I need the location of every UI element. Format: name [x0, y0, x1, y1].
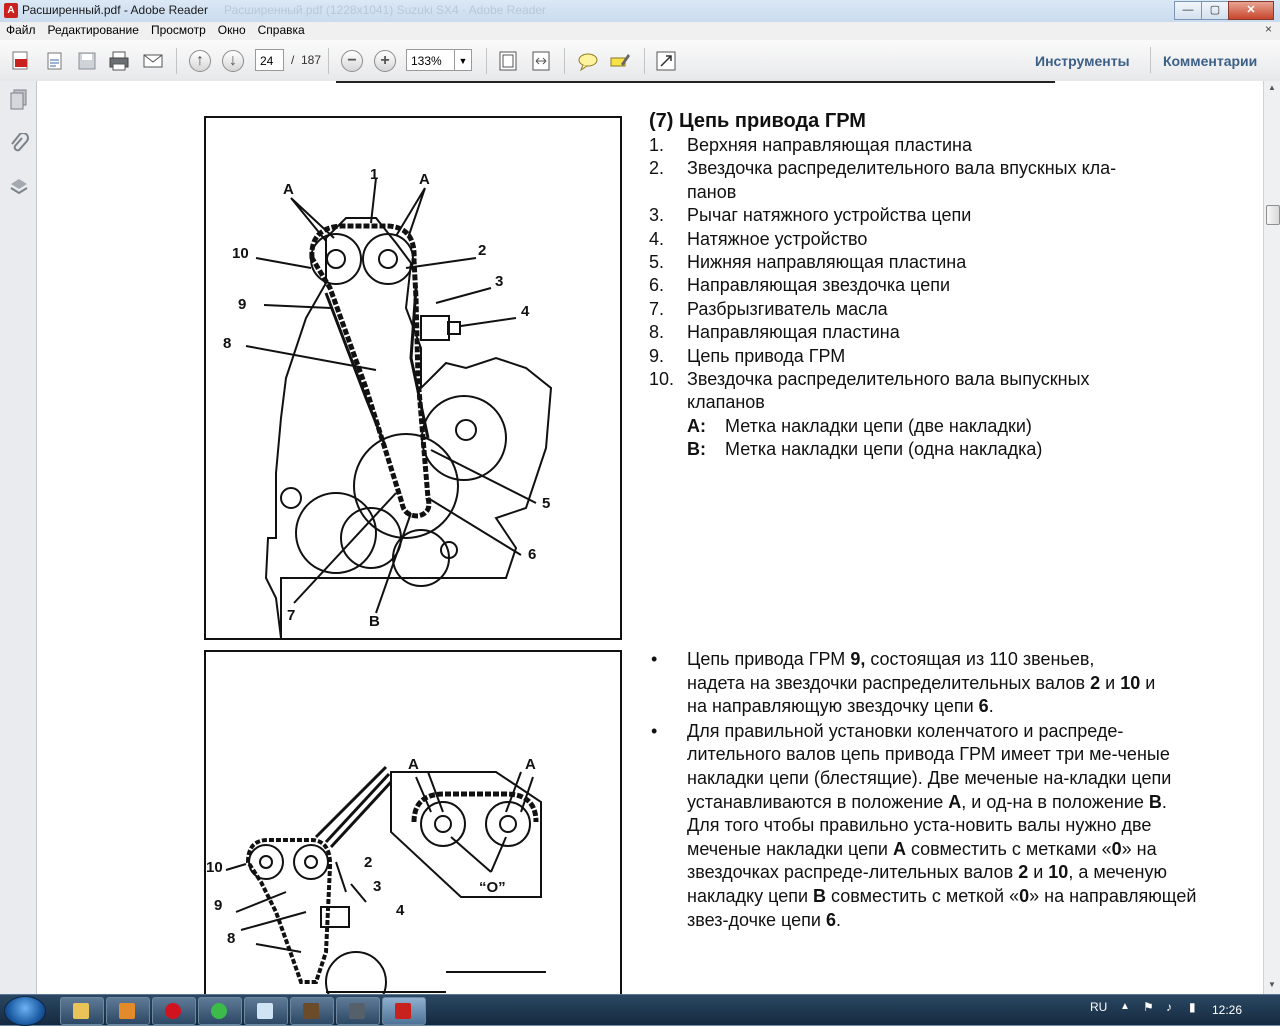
- zoom-input[interactable]: 133%: [406, 49, 455, 71]
- taskbar-game2[interactable]: [336, 997, 380, 1025]
- zoom-in-icon[interactable]: +: [374, 50, 396, 72]
- list-item: 6. Направляющая звездочка цепи: [649, 275, 951, 296]
- page-thumbnails-icon[interactable]: [9, 89, 29, 109]
- scroll-thumb[interactable]: [1266, 205, 1280, 225]
- close-document-button[interactable]: ×: [1264, 22, 1272, 36]
- adobe-reader-icon: [395, 1003, 411, 1019]
- bullet-item: • Для правильной установки коленчатого и распреде-лительного валов цепь привода ГРМ имеет три ме-ченые накладки цепи (блестящие). Две меченые на-кладки цепи устанавливаются в положение A, и од-на в положение B. Для того чтобы правильно уста-новить валы нужно две меченые накладки цепи A совместить с метками «0» на звездочках распреде-лительных валов 2 и 10, а меченую накладку цепи B совместить с меткой «0» на направляющей звез-дочке цепи 6.: [651, 720, 1197, 930]
- comments-button[interactable]: Комментарии: [1163, 53, 1258, 69]
- fig1-label: A: [283, 181, 294, 198]
- fig1-label: B: [369, 613, 380, 630]
- scroll-down-icon[interactable]: ▼: [1268, 980, 1276, 989]
- notepad-icon: [257, 1003, 273, 1019]
- list-item: 10. Звездочка распределительного вала выпускных клапанов: [649, 369, 1090, 413]
- adobe-reader-icon: A: [4, 3, 18, 18]
- menu-help[interactable]: Справка: [257, 23, 305, 37]
- attachments-icon[interactable]: [9, 133, 29, 153]
- start-button[interactable]: [4, 996, 46, 1026]
- title-bar: [0, 0, 1280, 23]
- menu-window[interactable]: Окно: [217, 23, 246, 37]
- fit-page-icon[interactable]: [497, 50, 519, 72]
- taskbar-media-player[interactable]: [106, 997, 150, 1025]
- media-player-icon: [119, 1003, 135, 1019]
- fig2-label: 8: [227, 930, 236, 947]
- next-page-icon[interactable]: ↓: [222, 50, 244, 72]
- zoom-dropdown-icon[interactable]: ▼: [454, 49, 472, 71]
- fig1-label: A: [419, 171, 430, 188]
- list-item: 9. Цепь привода ГРМ: [649, 345, 846, 366]
- fig1-label: 8: [223, 335, 232, 352]
- fig1-label: 2: [478, 242, 487, 259]
- fig1-label: 3: [495, 273, 504, 290]
- taskbar-app[interactable]: [198, 997, 242, 1025]
- scroll-up-icon[interactable]: ▲: [1268, 83, 1276, 92]
- timing-chain-diagram: [204, 116, 622, 640]
- section-heading: (7) Цепь привода ГРМ: [649, 110, 866, 132]
- network-icon[interactable]: ▮: [1189, 1000, 1196, 1014]
- window-title-ghost: Расширенный.pdf (1228x1041) Suzuki SX4 · Adobe Reader: [224, 3, 547, 17]
- maximize-button[interactable]: ▢: [1201, 1, 1229, 20]
- app-icon: [211, 1003, 227, 1019]
- timing-chain-drawing: [206, 118, 620, 638]
- taskbar-opera[interactable]: [152, 997, 196, 1025]
- fig1-label: 9: [238, 296, 247, 313]
- fig2-label: “O”: [479, 879, 506, 896]
- mark-a: A: Метка накладки цепи (две накладки): [687, 415, 1032, 436]
- fig1-label: 4: [521, 303, 530, 320]
- vertical-scrollbar[interactable]: [1263, 81, 1280, 994]
- menu-bar: [0, 22, 1280, 40]
- menu-edit[interactable]: Редактирование: [47, 23, 139, 37]
- bullet-item: • Цепь привода ГРМ 9, состоящая из 110 звеньев, надета на звездочки распределительных валов 2 и 10 и на направляющую звездочку цепи 6.: [651, 649, 1156, 717]
- fit-width-icon[interactable]: [530, 50, 552, 72]
- page-top-edge: [336, 81, 1055, 83]
- fig2-label: A: [525, 756, 536, 773]
- list-item: 2. Звездочка распределительного вала впускных кла- панов: [649, 158, 1117, 202]
- taskbar-notepad[interactable]: [244, 997, 288, 1025]
- volume-icon[interactable]: ♪: [1166, 1000, 1172, 1014]
- layers-icon[interactable]: [9, 176, 29, 196]
- page-separator: /: [291, 53, 295, 67]
- menu-file[interactable]: Файл: [6, 23, 36, 37]
- list-item: 5. Нижняя направляющая пластина: [649, 252, 967, 273]
- document-view[interactable]: [37, 81, 1263, 994]
- fig1-label: 5: [542, 495, 551, 512]
- expand-icon[interactable]: [655, 50, 677, 72]
- fig1-label: 6: [528, 546, 537, 563]
- timing-marks-diagram: [204, 650, 622, 994]
- list-item: 3. Рычаг натяжного устройства цепи: [649, 205, 972, 226]
- clock[interactable]: 12:26: [1212, 1003, 1243, 1017]
- folder-icon: [73, 1003, 89, 1019]
- fig2-label: 2: [364, 854, 373, 871]
- minimize-button[interactable]: —: [1174, 1, 1202, 20]
- tray-expand-icon[interactable]: ▲: [1120, 1001, 1130, 1012]
- game2-icon: [349, 1003, 365, 1019]
- taskbar-adobe-reader[interactable]: [382, 997, 426, 1025]
- print-icon[interactable]: [108, 50, 130, 72]
- taskbar-explorer[interactable]: [60, 997, 104, 1025]
- fig2-label: 10: [206, 859, 223, 876]
- list-item: 7. Разбрызгиватель масла: [649, 298, 888, 319]
- timing-marks-drawing: [206, 652, 620, 994]
- create-pdf-icon[interactable]: [10, 50, 32, 72]
- menu-view[interactable]: Просмотр: [150, 23, 206, 37]
- previous-page-icon[interactable]: ↑: [189, 50, 211, 72]
- fig1-label: 1: [370, 166, 379, 183]
- save-icon[interactable]: [76, 50, 98, 72]
- edit-pdf-icon[interactable]: [44, 50, 66, 72]
- fig2-label: A: [408, 756, 419, 773]
- sticky-note-icon[interactable]: [577, 50, 599, 72]
- language-indicator[interactable]: RU: [1090, 1000, 1108, 1014]
- close-button[interactable]: ✕: [1228, 1, 1274, 20]
- tools-button[interactable]: Инструменты: [1035, 53, 1130, 69]
- list-item: 1. Верхняя направляющая пластина: [649, 135, 972, 155]
- mark-b: B: Метка накладки цепи (одна накладка): [687, 439, 1043, 460]
- description-bullets: [649, 648, 1209, 933]
- navigation-pane: [0, 81, 37, 994]
- game-icon: [303, 1003, 319, 1019]
- email-icon[interactable]: [142, 50, 164, 72]
- page-total: 187: [301, 53, 322, 67]
- zoom-out-icon[interactable]: −: [341, 50, 363, 72]
- fig2-label: 9: [214, 897, 223, 914]
- taskbar: [0, 994, 1280, 1025]
- fig2-label: 4: [396, 902, 405, 919]
- fig1-label: 7: [287, 607, 296, 624]
- fig2-label: 3: [373, 878, 382, 895]
- list-item: 8. Направляющая пластина: [649, 322, 900, 343]
- legend-list: [649, 134, 1209, 462]
- window-title: Расширенный.pdf - Adobe Reader: [22, 3, 208, 17]
- list-item: 4. Натяжное устройство: [649, 228, 868, 249]
- fig1-label: 10: [232, 245, 249, 262]
- taskbar-game[interactable]: [290, 997, 334, 1025]
- action-center-icon[interactable]: ⚑: [1143, 1000, 1154, 1014]
- opera-icon: [165, 1003, 181, 1019]
- page-number-input[interactable]: 24: [255, 49, 284, 71]
- highlight-icon[interactable]: [609, 50, 631, 72]
